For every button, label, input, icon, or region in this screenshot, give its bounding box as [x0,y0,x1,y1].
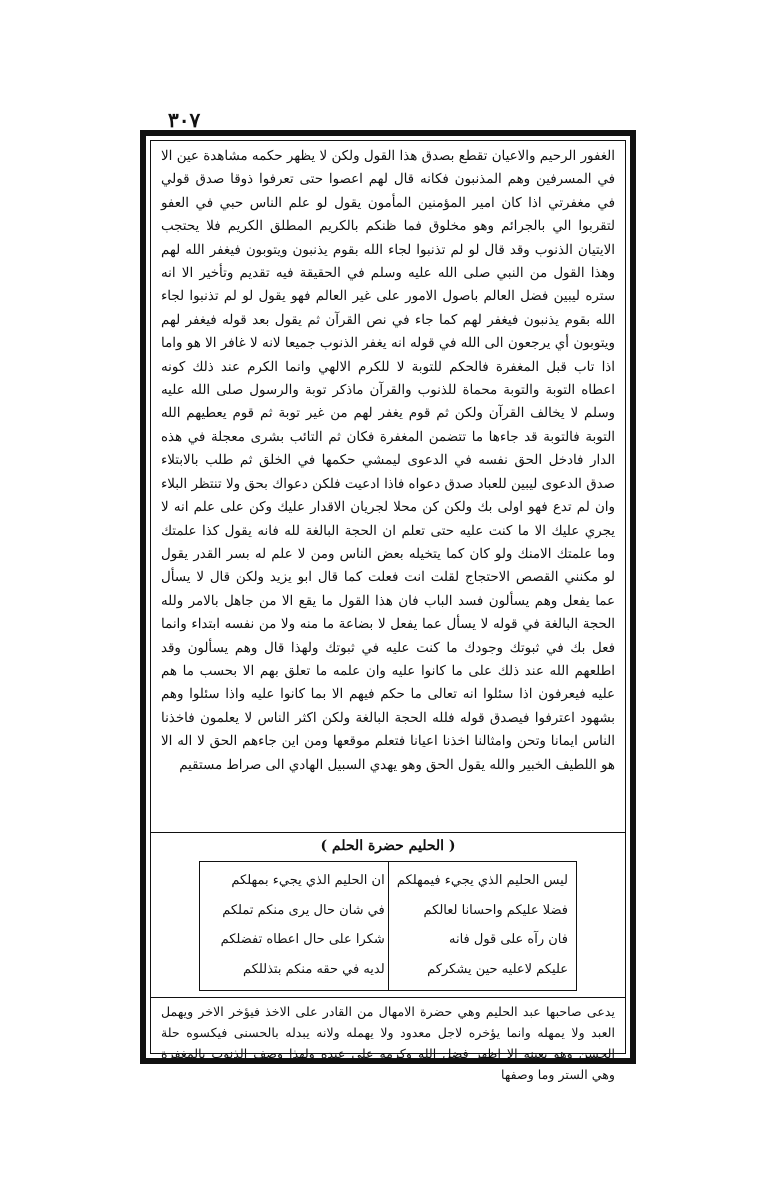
frame-inner-border [150,140,626,1082]
footer-divider [151,997,625,998]
footer-text-block [161,1001,615,1082]
poem-verse: فضلا عليكم واحسانا لعالكم [423,902,568,918]
page-frame [140,130,636,1082]
poem-verse: عليكم لاعليه حين يشكركم [427,961,568,977]
main-text-block [161,145,615,825]
poem-verse: ليس الحليم الذي يجيء فيمهلكم [396,873,568,888]
body-paragraph: الغفور الرحيم والاعيان تقطع بصدق هذا القول ولكن لا يظهر حكمه مشاهدة عين الا في المسرفين وهم المذنبون فكانه قال لهم اعصوا حتى تعرفوا ذوقا صدق قولي في مغفرتي اذا كان امير المؤمنين المأمون يقول لو علم الناس حبي في العفو لتقربوا الي بالجرائم وهو مخلوق فما ظنكم بالكريم المطلق الكريم فلا يحتجب الايتيان الذنوب وقد قال لو لم تذنبوا لجاء الله بقوم يذنبون ويتوبون فيغفر الله لهم وهذا القول من النبي صلى الله عليه وسلم في الحقيقة فيه تقديم وتأخير الا انه ستره ليبين فضل العالم باصول الامور على غير العالم فهو يقول لو لم تذنبوا لجاء الله بقوم يذنبون فيغفر لهم كما جاء في نص القرآن ثم يقول بعد قوله فيغفر لهم ويتوبون أي يرجعون الى الله في قوله انه يغفر الذنوب جميعا لانه لا غافر الا هو واما اذا تاب قبل المغفرة فالحكم للتوبة لا للكرم الالهي وانما الكرم عند ذلك كونه اعطاه التوبة والتوبة محماة للذنوب والقرآن ماذكر توبة والرسول صلى الله عليه وسلم لا يخالف القرآن ولكن ثم قوم يغفر لهم من غير توبة ثم قوم يعطيهم الله التوبة فالتوبة قد جاءها ما تتضمن المغفرة فكان ثم التائب بشرى معجلة في هذه الدار فادخل الحق نفسه في الدعوى ليمشي حكمها في الخلق ثم طلب بالابتلاء صدق الدعوى ليبين للعباد صدق دعواه فاذا ادعيت فلكن دعواك بحق ولا تنتظر البلاء وان لم تدع فهو اولى بك ولكن كن محلا لجريان الاقدار عليك وكن على علم انه لا يجري عليك الا ما كنت عليه حتى تعلم ان الحجة البالغة لله فانه يقول كذا علمتك وما علمتك الامنك ولو كان كما يتخيله بعض الناس ومن لا علم له بسر القدر يقول لو مكنني القصص الاحتجاج لقلت انت فعلت كما قال ابو يزيد ولكن قال لا يسأل عما يفعل وهم يسألون فسد الباب فان هذا القول ما يقع الا من جاهل بالامر ولله الحجة البالغة في قوله لا يسأل عما يفعل لا بضاعة ما منه ولا من نفسه ابتداء وانما فعل بك في ثبوتك وجودك ما كنت عليه في ثبوتك ولهذا قال وهم يسألون وقد اطلعهم الله عند ذلك على ما كانوا عليه وان علمه ما تعلق بهم الا بحسب ما هم عليه فيعرفون اذا سئلوا انه تعالى ما حكم فيهم الا بما كانوا عليه واذا سئلوا وهم بشهود اعترفوا فيصدق قوله فلله الحجة البالغة ولكن اكثر الناس لا يعلمون فاخذنا الناس ايمانا وتحن وامثالنا اخذنا اعيانا فتعلم موقعها ومن اين جاءهم الحق لا اله الا هو اللطيف الخبير والله يقول الحق وهو يهدي السبيل الهادي الى صراط مستقيم [161,149,615,773]
footer-paragraph: يدعى صاحبها عبد الحليم وهي حضرة الامهال من القادر على الاخذ فيؤخر الاخر ويهمل العبد ولا يمهله وانما يؤخره لاجل معدود ولا يهمله ولانه يبدله بالحسنى فيكسوه حلة الحسن وهو يعينه الا اظهر فضل الله وكرمه على عبده ولهذا وصف الذنوب بالمغفرة وهي الستر وما وصفها [161,1004,615,1082]
page-number: ٣٠٧ [168,108,201,132]
poem-column-divider [388,862,389,990]
poem-verse: شكرا على حال اعطاه تفضلكم [220,932,385,947]
poem-verse: في شان حال يرى منكم تملكم [222,902,385,918]
poem-verse: ان الحليم الذي يجيء بمهلكم [231,873,385,888]
poem-right-column [391,866,568,986]
poem-left-column [208,866,385,986]
section-divider [151,832,625,833]
poem-box [199,861,577,991]
section-heading: ( الحليم حضرة الحلم ) [320,838,456,854]
poem-verse: لديه في حقه منكم بتذللكم [243,961,385,977]
poem-verse: فان رآه على قول فانه [449,932,568,947]
